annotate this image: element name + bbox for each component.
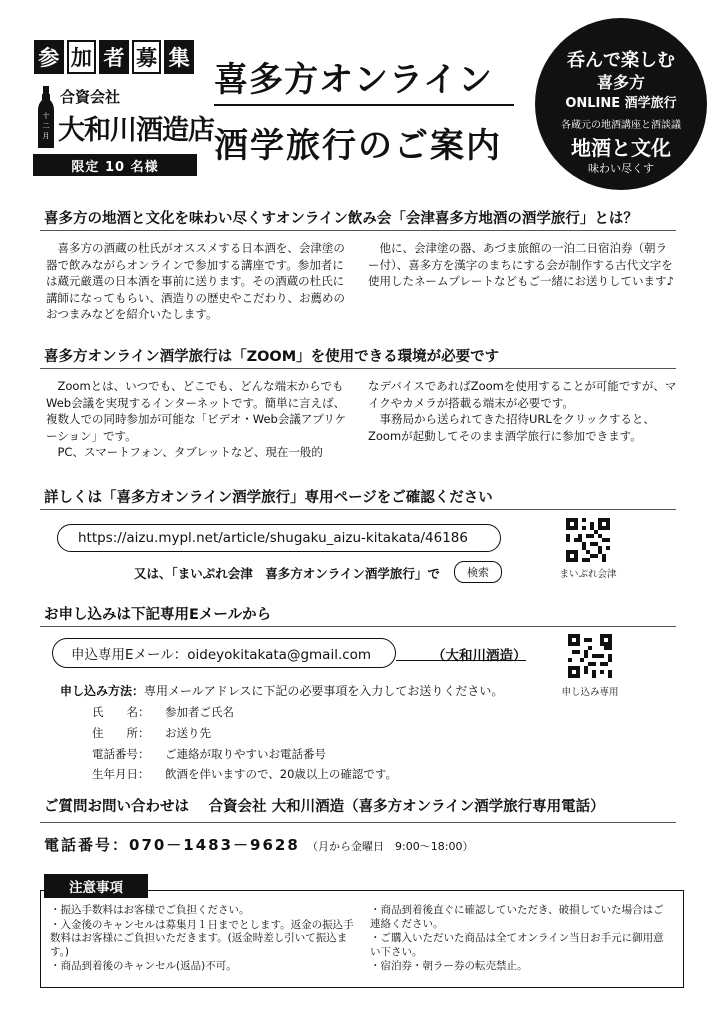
recruit-char: 募 bbox=[132, 40, 162, 74]
section4-heading: お申し込みは下記専用Eメールから bbox=[44, 607, 272, 623]
section-divider bbox=[40, 626, 676, 627]
notice-right-list bbox=[370, 904, 672, 975]
badge-line4: 各蔵元の地酒講座と酒談議 bbox=[561, 120, 681, 131]
section1-heading: 喜多方の地酒と文化を味わい尽くすオンライン飲み会「会津喜多方地酒の酒学旅行」とは？ bbox=[44, 211, 638, 227]
contact-heading: ご質問お問い合わせは 合資会社 大和川酒造（喜多方オンライン酒学旅行専用電話） bbox=[44, 799, 605, 815]
section2-left-text bbox=[46, 378, 348, 461]
field-value: ご連絡が取りやすいお電話番号 bbox=[165, 747, 326, 761]
field-label: 住 所： bbox=[92, 726, 150, 740]
notice-item: ・宿泊券・朝ラー券の転売禁止。 bbox=[370, 960, 528, 972]
url-link[interactable]: https://aizu.mypl.net/article/shugaku_aizu-kitakata/46186 bbox=[57, 524, 501, 552]
search-button[interactable]: 検索 bbox=[454, 561, 502, 583]
page-title-line1: 喜多方オンライン bbox=[214, 60, 493, 100]
notice-left-list bbox=[50, 904, 356, 975]
qr-caption: まいぷれ会津 bbox=[559, 569, 617, 580]
section-divider bbox=[40, 368, 676, 369]
section-divider bbox=[40, 509, 676, 510]
notice-item: ・商品到着後直ぐに確認していただき、破損していた場合はご連絡ください。 bbox=[370, 904, 664, 930]
badge-line3: ONLINE 酒学旅行 bbox=[565, 96, 677, 111]
badge-line6: 味わい尽くす bbox=[588, 162, 654, 175]
recruit-char: 加 bbox=[67, 40, 97, 74]
notice-item: ・商品到着後のキャンセル(返品)不可。 bbox=[50, 960, 237, 972]
field-value: お送り先 bbox=[165, 726, 211, 740]
section1-left-text bbox=[46, 240, 348, 323]
section2-heading: 喜多方オンライン酒学旅行は「ZOOM」を使用できる環境が必要です bbox=[44, 349, 500, 365]
section-divider bbox=[40, 230, 676, 231]
notice-title: 注意事項 bbox=[44, 874, 148, 898]
section2-right-text bbox=[368, 378, 678, 444]
section2-right-paragraph2: 事務局から送られてきた招待URLをクリックすると、Zoomが起動してそのまま酒学旅行に参加できます。 bbox=[368, 412, 655, 443]
bottle-label-1: 十 bbox=[42, 112, 50, 120]
sake-bottle-icon bbox=[38, 86, 54, 148]
bottle-label-3: 月 bbox=[42, 132, 50, 140]
field-value: 参加者ご氏名 bbox=[165, 705, 234, 719]
field-label: 生年月日： bbox=[92, 767, 150, 781]
notice-item: ・振込手数料はお客様でご負担ください。 bbox=[50, 904, 250, 916]
limit-badge: 限定 10 名様 bbox=[33, 154, 197, 176]
section1-right-text bbox=[368, 240, 678, 290]
email-field[interactable]: 申込専用Eメール：oideyokitakata@gmail.com bbox=[52, 638, 396, 668]
email-brewer-name: （大和川酒造） bbox=[432, 648, 527, 664]
qr-caption: 申し込み専用 bbox=[561, 687, 619, 698]
company-type: 合資会社 bbox=[60, 88, 121, 106]
phone-number-text: 電話番号：070－1483－9628 bbox=[44, 836, 300, 854]
promo-badge bbox=[535, 18, 707, 190]
bottle-label-2: 二 bbox=[42, 122, 50, 130]
search-instruction: 又は、「まいぷれ会津 喜多方オンライン酒学旅行」で bbox=[134, 566, 440, 581]
recruit-banner bbox=[34, 40, 194, 74]
field-label: 氏 名： bbox=[92, 705, 150, 719]
notice-item: ・ご購入いただいた商品は全てオンライン当日お手元に御用意い下さい。 bbox=[370, 932, 664, 958]
section2-left-paragraph2: PC、スマートフォン、タブレットなど、現在一般的 bbox=[57, 445, 323, 459]
section-divider bbox=[40, 822, 676, 823]
badge-line1: 呑んで楽しむ bbox=[567, 50, 675, 71]
field-value: 飲酒を伴いますので、20歳以上の確認です。 bbox=[165, 767, 397, 781]
business-hours: （月から金曜日 9:00～18:00） bbox=[307, 840, 474, 853]
apply-method-text: 専用メールアドレスに下記の必要事項を入力してお送りください。 bbox=[144, 684, 504, 698]
recruit-char: 集 bbox=[164, 40, 194, 74]
qr-code-icon[interactable] bbox=[566, 518, 610, 562]
section2-left-paragraph1: Zoomとは、いつでも、どこでも、どんな端末からでもWeb会議を実現するインターネットです。簡単に言えば、複数人での同時参加が可能な「ビデオ・Web会議アプリケーション」です。 bbox=[46, 379, 347, 443]
apply-method bbox=[60, 682, 503, 699]
badge-line5: 地酒と文化 bbox=[571, 136, 671, 160]
field-label: 電話番号： bbox=[92, 747, 150, 761]
recruit-char: 参 bbox=[34, 40, 64, 74]
section3-heading: 詳しくは「喜多方オンライン酒学旅行」専用ページをご確認ください bbox=[44, 490, 493, 506]
brewery-name: 大和川酒造店 bbox=[58, 115, 214, 146]
section2-right-paragraph1: なデバイスであればZoomを使用することが可能ですが、マイクやカメラが搭載る端末が必要です。 bbox=[368, 379, 677, 410]
notice-item: ・入金後のキャンセルは募集月１日までとします。返金の振込手数料はお客様にご負担いただきます。(返金時差し引いて振込ます。) bbox=[50, 918, 354, 958]
section1-left-paragraph: 喜多方の酒蔵の杜氏がオススメする日本酒を、会津塗の器で飲みながらオンラインで参加する講座です。参加者には蔵元厳選の日本酒を事前に送ります。その酒蔵の杜氏に講師になってもらい、酒造りの歴史やこだわり、お薦めのおつまみなどを紹介いたします。 bbox=[46, 241, 345, 321]
recruit-char: 者 bbox=[99, 40, 129, 74]
section1-right-paragraph: 他に、会津塗の器、あづま旅館の一泊二日宿泊券（朝ラー付）、喜多方を漢字のまちにする会が制作する古代文字を使用したネームプレートなどもご一緒にお送りしています♪ bbox=[368, 241, 674, 288]
title-divider bbox=[214, 104, 514, 106]
phone-number bbox=[44, 834, 473, 855]
badge-line2: 喜多方 bbox=[596, 73, 645, 92]
qr-code-icon[interactable] bbox=[568, 634, 612, 678]
apply-method-label: 申し込み方法： bbox=[60, 684, 145, 698]
page-title-line2: 酒学旅行のご案内 bbox=[214, 126, 502, 166]
